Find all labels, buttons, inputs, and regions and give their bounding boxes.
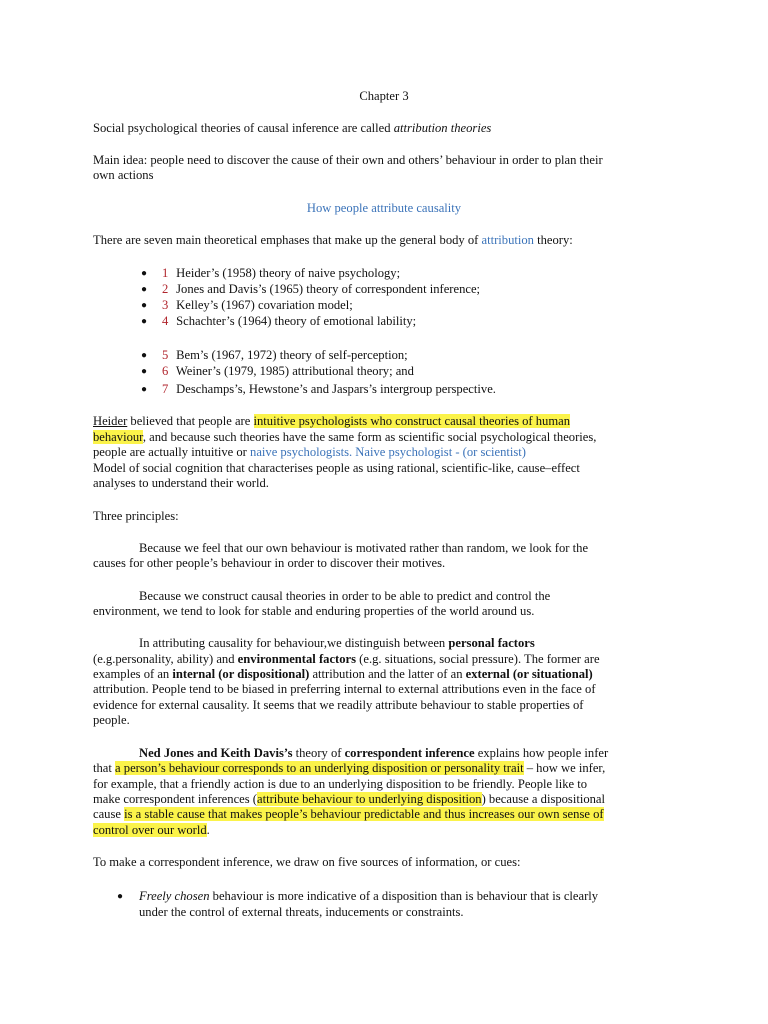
- bullet-icon: ●: [141, 268, 148, 279]
- bold-term: Ned Jones and Keith Davis’s: [139, 746, 293, 760]
- list-number: 1: [162, 266, 169, 280]
- bullet-icon: ●: [141, 300, 148, 311]
- bullet-icon: ●: [141, 316, 148, 327]
- principle-3-line-1: [139, 636, 535, 651]
- list-item: [162, 382, 496, 397]
- bold-term: correspondent inference: [344, 746, 475, 760]
- principle-2-line-2: environment, we tend to look for stable and enduring properties of the world around us.: [93, 604, 535, 618]
- cue-1-line-2: under the control of external threats, inducements or constraints.: [139, 905, 464, 919]
- bullet-icon: ●: [117, 891, 124, 902]
- intro-text: Social psychological theories of causal inference are called: [93, 121, 394, 135]
- intro-paragraph: [93, 121, 491, 136]
- three-principles-heading: Three principles:: [93, 509, 179, 523]
- paragraph-text: .: [206, 823, 210, 837]
- jones-davis-line-5: [93, 807, 604, 822]
- naive-psychologist-link: naive psychologists. Naive psychologist - (or scientist): [250, 445, 526, 459]
- highlighted-text: a person’s behaviour corresponds to an underlying disposition or personality trait: [115, 761, 524, 775]
- paragraph-text: ) because a dispositional: [481, 792, 606, 806]
- main-idea-line-1: Main idea: people need to discover the cause of their own and others’ behaviour in order to plan their: [93, 153, 603, 167]
- list-number: 2: [162, 282, 169, 296]
- principle-3-line-3: [93, 667, 593, 682]
- list-item: [162, 348, 408, 363]
- principle-text: (e.g. situations, social pressure). The former are: [356, 652, 600, 666]
- list-text: Weiner’s (1979, 1985) attributional theory; and: [173, 364, 414, 378]
- bullet-icon: ●: [141, 366, 148, 377]
- principle-text: In attributing causality for behaviour,we distinguish between: [139, 636, 449, 650]
- jones-davis-line-4: [93, 792, 605, 807]
- bold-term: external (or situational): [465, 667, 593, 681]
- list-item: [162, 266, 400, 281]
- emphases-text: There are seven main theoretical emphases that make up the general body of: [93, 233, 482, 247]
- paragraph-text: theory of: [292, 746, 345, 760]
- list-text: Deschamps’s, Hewstone’s and Jaspars’s intergroup perspective.: [173, 382, 496, 396]
- emphases-text-end: theory:: [533, 233, 573, 247]
- bullet-icon: ●: [141, 384, 148, 395]
- list-text: Bem’s (1967, 1972) theory of self-perception;: [173, 348, 408, 362]
- list-text: Kelley’s (1967) covariation model;: [173, 298, 353, 312]
- paragraph-text: – how we infer,: [523, 761, 606, 775]
- italic-term: Freely chosen: [139, 889, 210, 903]
- heider-text: , and because such theories have the same form as scientific social psychological theories,: [142, 430, 597, 444]
- principle-3-line-6: people.: [93, 713, 130, 727]
- paragraph-text: cause: [93, 807, 125, 821]
- attribution-link: attribution: [481, 233, 534, 247]
- principle-text: attribution and the latter of an: [309, 667, 466, 681]
- bold-term: personal factors: [448, 636, 535, 650]
- list-number: 6: [162, 364, 169, 378]
- jones-davis-line-6: [93, 823, 210, 838]
- cue-1-line-1: [139, 889, 598, 904]
- main-idea-line-2: own actions: [93, 168, 154, 182]
- principle-text: (e.g.personality, ability) and: [93, 652, 238, 666]
- paragraph-text: make correspondent inferences (: [93, 792, 257, 806]
- heider-line-5: analyses to understand their world.: [93, 476, 269, 490]
- bold-term: environmental factors: [237, 652, 357, 666]
- heider-line-3: [93, 445, 526, 460]
- chapter-title: Chapter 3: [359, 89, 409, 103]
- intro-term: attribution theories: [393, 121, 492, 135]
- heider-name: Heider: [93, 414, 128, 428]
- heider-line-1: [93, 414, 570, 429]
- heider-line-4: Model of social cognition that characterises people as using rational, scientific-like, cause–effect: [93, 461, 580, 475]
- heider-text: people are actually intuitive or: [93, 445, 251, 459]
- emphases-intro: [93, 233, 573, 248]
- list-text: Heider’s (1958) theory of naive psychology;: [173, 266, 401, 280]
- list-item: [162, 298, 353, 313]
- principle-3-line-5: evidence for external causality. It seems that we readily attribute behaviour to stable properties of: [93, 698, 584, 712]
- bullet-icon: ●: [141, 350, 148, 361]
- list-item: [162, 364, 414, 379]
- list-number: 5: [162, 348, 169, 362]
- principle-3-line-2: [93, 652, 600, 667]
- list-text: Jones and Davis’s (1965) theory of correspondent inference;: [173, 282, 481, 296]
- highlighted-text: intuitive psychologists who construct causal theories of human: [253, 414, 571, 428]
- cues-intro: To make a correspondent inference, we draw on five sources of information, or cues:: [93, 855, 521, 869]
- principle-1-line-1: Because we feel that our own behaviour is motivated rather than random, we look for the: [139, 541, 589, 555]
- paragraph-text: explains how people infer: [474, 746, 609, 760]
- principle-2-line-1: Because we construct causal theories in order to be able to predict and control the: [139, 589, 551, 603]
- highlighted-text: is a stable cause that makes people’s behaviour predictable and thus increases our own sense of: [124, 807, 604, 821]
- list-item: [162, 282, 480, 297]
- list-text: Schachter’s (1964) theory of emotional lability;: [173, 314, 417, 328]
- list-number: 7: [162, 382, 169, 396]
- jones-davis-line-1: [139, 746, 608, 761]
- cue-text: behaviour is more indicative of a disposition than is behaviour that is clearly: [209, 889, 599, 903]
- highlighted-text: control over our world: [93, 823, 207, 837]
- principle-1-line-2: causes for other people’s behaviour in order to discover their motives.: [93, 556, 446, 570]
- list-number: 4: [162, 314, 169, 328]
- principle-3-line-4: attribution. People tend to be biased in preferring internal to external attributions even in the face of: [93, 682, 596, 696]
- heider-line-2: [93, 430, 596, 445]
- bold-term: internal (or dispositional): [172, 667, 310, 681]
- heider-text: believed that people are: [127, 414, 254, 428]
- highlighted-text: behaviour: [93, 430, 143, 444]
- list-number: 3: [162, 298, 169, 312]
- highlighted-text: attribute behaviour to underlying disposition: [257, 792, 482, 806]
- bullet-icon: ●: [141, 284, 148, 295]
- section-heading: How people attribute causality: [306, 201, 462, 215]
- principle-text: examples of an: [93, 667, 173, 681]
- paragraph-text: that: [93, 761, 116, 775]
- jones-davis-line-2: [93, 761, 605, 776]
- list-item: [162, 314, 416, 329]
- jones-davis-line-3: for example, that a friendly action is due to an underlying disposition to be friendly. People like to: [93, 777, 588, 791]
